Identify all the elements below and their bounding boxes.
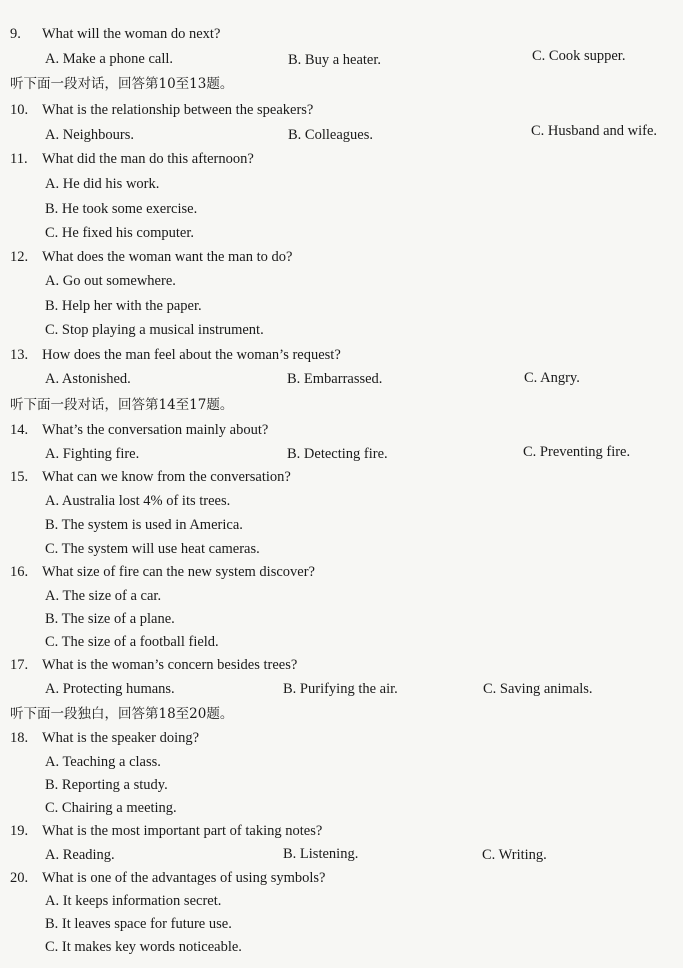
option-a: A. It keeps information secret. — [45, 893, 222, 909]
question-number: 11. — [10, 151, 28, 167]
option-b: B. He took some exercise. — [45, 201, 198, 217]
question-number: 19. — [10, 823, 29, 839]
option-b: B. Detecting fire. — [287, 446, 388, 462]
question-9 — [10, 25, 220, 43]
option-b: B. Buy a heater. — [288, 52, 382, 68]
option-c: C. The system will use heat cameras. — [45, 541, 260, 557]
option-a: A. Neighbours. — [45, 127, 135, 143]
question-number: 18. — [10, 730, 29, 746]
question-text: What does the woman want the man to do? — [42, 249, 293, 265]
question-number: 14. — [10, 422, 29, 438]
question-10 — [10, 101, 313, 119]
question-13 — [10, 346, 341, 364]
option-c: C. The size of a football field. — [45, 634, 219, 650]
question-number: 17. — [10, 657, 29, 673]
question-number: 13. — [10, 347, 29, 363]
option-b: B. Colleagues. — [288, 127, 373, 143]
question-text: What is the most important part of taking notes? — [42, 823, 323, 839]
option-c: C. Writing. — [482, 847, 547, 863]
question-text: How does the man feel about the woman’s request? — [42, 347, 341, 363]
option-a: A. The size of a car. — [45, 588, 162, 604]
question-number: 12. — [10, 249, 29, 265]
question-19 — [10, 822, 322, 840]
option-a: A. He did his work. — [45, 176, 160, 192]
question-text: What size of fire can the new system discover? — [42, 564, 315, 580]
option-c: C. Chairing a meeting. — [45, 800, 177, 816]
question-text: What is one of the advantages of using symbols? — [42, 870, 326, 886]
question-number: 10. — [10, 102, 29, 118]
option-b: B. Purifying the air. — [283, 681, 398, 697]
option-a: A. Reading. — [45, 847, 115, 863]
option-a: A. Fighting fire. — [45, 446, 140, 462]
question-15 — [10, 468, 291, 486]
question-number: 20. — [10, 870, 29, 886]
option-a: A. Teaching a class. — [45, 754, 161, 770]
question-number: 16. — [10, 564, 29, 580]
question-14 — [10, 421, 268, 439]
question-17 — [10, 656, 297, 674]
option-a: A. Astonished. — [45, 371, 131, 387]
question-text: What is the relationship between the speakers? — [42, 102, 314, 118]
question-11 — [10, 150, 254, 168]
option-a: A. Make a phone call. — [45, 51, 174, 67]
option-b: B. Help her with the paper. — [45, 298, 202, 314]
question-text: What is the woman’s concern besides trees? — [42, 657, 298, 673]
option-a: A. Australia lost 4% of its trees. — [45, 493, 231, 509]
question-text: What is the speaker doing? — [42, 730, 200, 746]
option-c: C. Angry. — [524, 370, 580, 386]
section-instruction: 听下面一段独白，回答第18至20题。 — [10, 706, 234, 722]
question-text: What can we know from the conversation? — [42, 469, 291, 485]
option-c: C. Husband and wife. — [531, 123, 658, 139]
option-a: A. Go out somewhere. — [45, 273, 176, 289]
question-20 — [10, 869, 326, 887]
option-c: C. Preventing fire. — [523, 444, 631, 460]
question-12 — [10, 248, 292, 266]
question-text: What will the woman do next? — [42, 26, 221, 42]
option-b: B. Listening. — [283, 846, 359, 862]
question-text: What did the man do this afternoon? — [42, 151, 254, 167]
question-text: What’s the conversation mainly about? — [42, 422, 269, 438]
option-b: B. The size of a plane. — [45, 611, 175, 627]
option-c: C. It makes key words noticeable. — [45, 939, 242, 955]
option-b: B. Embarrassed. — [287, 371, 383, 387]
section-instruction: 听下面一段对话，回答第10至13题。 — [10, 76, 234, 92]
question-16 — [10, 563, 315, 581]
option-c: C. He fixed his computer. — [45, 225, 195, 241]
option-c: C. Saving animals. — [483, 681, 593, 697]
question-number: 15. — [10, 469, 29, 485]
option-b: B. Reporting a study. — [45, 777, 168, 793]
option-c: C. Cook supper. — [532, 48, 626, 64]
question-number: 9. — [10, 26, 21, 42]
option-a: A. Protecting humans. — [45, 681, 175, 697]
section-instruction: 听下面一段对话，回答第14至17题。 — [10, 397, 234, 413]
option-b: B. It leaves space for future use. — [45, 916, 232, 932]
option-b: B. The system is used in America. — [45, 517, 243, 533]
question-18 — [10, 729, 199, 747]
option-c: C. Stop playing a musical instrument. — [45, 322, 264, 338]
